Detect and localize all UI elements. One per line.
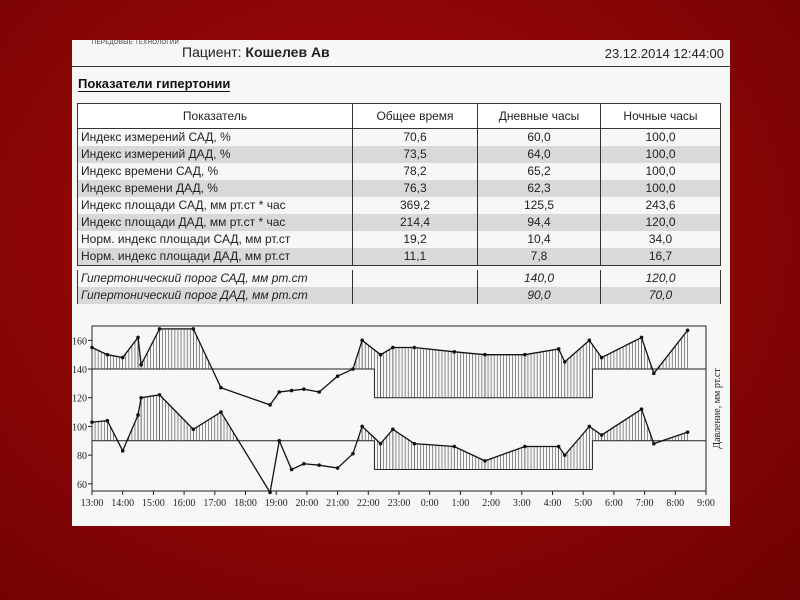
- systolic-data-point: [290, 389, 294, 393]
- diastolic-data-point: [158, 393, 162, 397]
- diastolic-data-point: [523, 445, 527, 449]
- systolic-data-point: [302, 387, 306, 391]
- diastolic-data-point: [290, 468, 294, 472]
- threshold-total: [353, 287, 478, 304]
- table-row: [78, 180, 721, 197]
- systolic-data-point: [158, 327, 162, 331]
- systolic-data-point: [268, 403, 272, 407]
- row-night: 100,0: [601, 146, 721, 163]
- row-night: 100,0: [601, 163, 721, 180]
- systolic-data-point: [219, 386, 223, 390]
- systolic-data-point: [192, 327, 196, 331]
- threshold-night: 70,0: [601, 287, 721, 304]
- x-tick-label: 17:00: [203, 498, 227, 509]
- row-night: 34,0: [601, 231, 721, 248]
- diastolic-data-point: [317, 463, 321, 467]
- systolic-data-point: [640, 336, 644, 340]
- systolic-data-point: [360, 339, 364, 343]
- patient-line: [182, 44, 330, 60]
- threshold-day: 140,0: [478, 270, 601, 287]
- diastolic-data-point: [563, 453, 567, 457]
- y-tick-label: 120: [72, 393, 87, 405]
- systolic-data-point: [106, 353, 110, 357]
- systolic-data-point: [336, 374, 340, 378]
- x-tick-label: 16:00: [172, 498, 196, 509]
- x-tick-label: 13:00: [80, 498, 104, 509]
- systolic-data-point: [277, 390, 281, 394]
- y-axis-title: Давление, мм рт.ст: [712, 368, 723, 449]
- row-total: 73,5: [353, 146, 478, 163]
- x-tick-label: 2:00: [482, 498, 500, 509]
- row-label: Индекс времени САД, %: [78, 163, 353, 180]
- x-tick-label: 0:00: [420, 498, 439, 509]
- diastolic-data-point: [219, 410, 223, 414]
- row-night: 120,0: [601, 214, 721, 231]
- diastolic-data-point: [106, 419, 110, 423]
- table-header-row: [78, 104, 721, 129]
- x-tick-label: 9:00: [697, 498, 715, 509]
- table-row: [78, 197, 721, 214]
- column-header-day: Дневные часы: [478, 104, 601, 129]
- column-header-total: Общее время: [353, 104, 478, 129]
- column-header-night: Ночные часы: [601, 104, 721, 129]
- x-tick-label: 8:00: [666, 498, 685, 509]
- threshold-label: Гипертонический порог ДАД, мм рт.ст: [78, 287, 353, 304]
- systolic-data-point: [379, 353, 383, 357]
- systolic-data-point: [557, 347, 561, 351]
- systolic-data-point: [90, 346, 94, 350]
- diastolic-data-point: [351, 452, 355, 456]
- diastolic-data-point: [413, 442, 417, 446]
- systolic-data-point: [317, 390, 321, 394]
- x-tick-label: 21:00: [326, 498, 349, 509]
- blood-pressure-chart: [72, 321, 730, 526]
- diastolic-data-point: [336, 466, 340, 470]
- patient-label: Пациент:: [182, 44, 242, 60]
- diastolic-data-point: [557, 445, 561, 449]
- row-total: 76,3: [353, 180, 478, 197]
- diastolic-data-point: [640, 407, 644, 411]
- x-tick-label: 5:00: [574, 498, 593, 509]
- row-label: Норм. индекс площади САД, мм рт.ст: [78, 231, 353, 248]
- systolic-data-point: [452, 350, 456, 354]
- clinic-logo-text: ПЕРЕДОВЫЕ ТЕХНОЛОГИИ: [92, 40, 180, 46]
- row-label: Индекс площади САД, мм рт.ст * час: [78, 197, 353, 214]
- table-row: [78, 129, 721, 147]
- systolic-data-point: [588, 339, 592, 343]
- x-tick-label: 7:00: [635, 498, 654, 509]
- diastolic-data-point: [139, 396, 143, 400]
- x-tick-label: 3:00: [512, 498, 531, 509]
- systolic-data-point: [600, 356, 604, 360]
- diastolic-data-point: [588, 425, 592, 429]
- report-sheet: [72, 40, 730, 526]
- diastolic-data-point: [600, 433, 604, 437]
- y-tick-label: 140: [72, 365, 87, 377]
- row-day: 64,0: [478, 146, 601, 163]
- systolic-data-point: [351, 367, 355, 371]
- table-row: [78, 146, 721, 163]
- systolic-data-point: [523, 353, 527, 357]
- section-title: Показатели гипертонии: [78, 76, 231, 91]
- systolic-data-point: [391, 346, 395, 350]
- table-row: [78, 163, 721, 180]
- row-night: 100,0: [601, 180, 721, 197]
- hypertension-indicators-table: [77, 103, 721, 304]
- systolic-data-point: [136, 336, 140, 340]
- row-total: 214,4: [353, 214, 478, 231]
- x-tick-label: 1:00: [451, 498, 470, 509]
- diastolic-data-point: [277, 439, 281, 443]
- diastolic-data-point: [379, 442, 383, 446]
- diastolic-data-point: [652, 442, 656, 446]
- x-tick-label: 19:00: [264, 498, 288, 509]
- diastolic-data-point: [268, 491, 272, 495]
- row-total: 11,1: [353, 248, 478, 266]
- row-label: Индекс площади ДАД, мм рт.ст * час: [78, 214, 353, 231]
- systolic-data-point: [121, 356, 125, 360]
- row-total: 70,6: [353, 129, 478, 147]
- diastolic-data-point: [192, 428, 196, 432]
- row-total: 369,2: [353, 197, 478, 214]
- x-tick-label: 14:00: [111, 498, 135, 509]
- diastolic-data-point: [483, 459, 487, 463]
- diastolic-data-point: [452, 445, 456, 449]
- diastolic-data-point: [90, 420, 94, 424]
- systolic-data-point: [483, 353, 487, 357]
- diastolic-data-point: [136, 413, 140, 417]
- y-tick-label: 100: [72, 422, 87, 434]
- y-tick-label: 80: [77, 451, 87, 463]
- row-night: 16,7: [601, 248, 721, 266]
- threshold-day: 90,0: [478, 287, 601, 304]
- threshold-night: 120,0: [601, 270, 721, 287]
- header-divider: [72, 66, 730, 67]
- systolic-data-point: [139, 363, 143, 367]
- row-label: Индекс измерений САД, %: [78, 129, 353, 147]
- systolic-data-point: [413, 346, 417, 350]
- x-tick-label: 15:00: [142, 498, 165, 509]
- diastolic-data-point: [391, 428, 395, 432]
- threshold-row: [78, 287, 721, 304]
- patient-name: Кошелев Ав: [245, 44, 330, 60]
- row-total: 19,2: [353, 231, 478, 248]
- y-tick-label: 160: [72, 336, 87, 348]
- row-day: 125,5: [478, 197, 601, 214]
- x-tick-label: 20:00: [295, 498, 319, 509]
- threshold-total: [353, 270, 478, 287]
- x-tick-label: 23:00: [387, 498, 411, 509]
- row-day: 10,4: [478, 231, 601, 248]
- table-row: [78, 231, 721, 248]
- table-row: [78, 248, 721, 266]
- threshold-row: [78, 270, 721, 287]
- diastolic-data-point: [121, 449, 125, 453]
- systolic-data-point: [686, 329, 690, 333]
- y-tick-label: 60: [77, 479, 87, 491]
- x-tick-label: 22:00: [356, 498, 380, 509]
- x-tick-label: 6:00: [605, 498, 623, 509]
- diastolic-data-point: [302, 462, 306, 466]
- column-header-indicator: Показатель: [78, 104, 353, 129]
- row-day: 7,8: [478, 248, 601, 266]
- diastolic-data-point: [686, 430, 690, 434]
- threshold-label: Гипертонический порог САД, мм рт.ст: [78, 270, 353, 287]
- row-day: 65,2: [478, 163, 601, 180]
- row-label: Норм. индекс площади ДАД, мм рт.ст: [78, 248, 353, 266]
- x-tick-label: 4:00: [543, 498, 562, 509]
- systolic-data-point: [652, 372, 656, 376]
- row-total: 78,2: [353, 163, 478, 180]
- row-day: 62,3: [478, 180, 601, 197]
- row-day: 60,0: [478, 129, 601, 147]
- systolic-data-point: [563, 360, 567, 364]
- table-row: [78, 214, 721, 231]
- row-label: Индекс измерений ДАД, %: [78, 146, 353, 163]
- row-night: 100,0: [601, 129, 721, 147]
- report-datetime: 23.12.2014 12:44:00: [604, 46, 724, 61]
- row-label: Индекс времени ДАД, %: [78, 180, 353, 197]
- row-day: 94,4: [478, 214, 601, 231]
- x-tick-label: 18:00: [234, 498, 257, 509]
- row-night: 243,6: [601, 197, 721, 214]
- diastolic-data-point: [360, 425, 364, 429]
